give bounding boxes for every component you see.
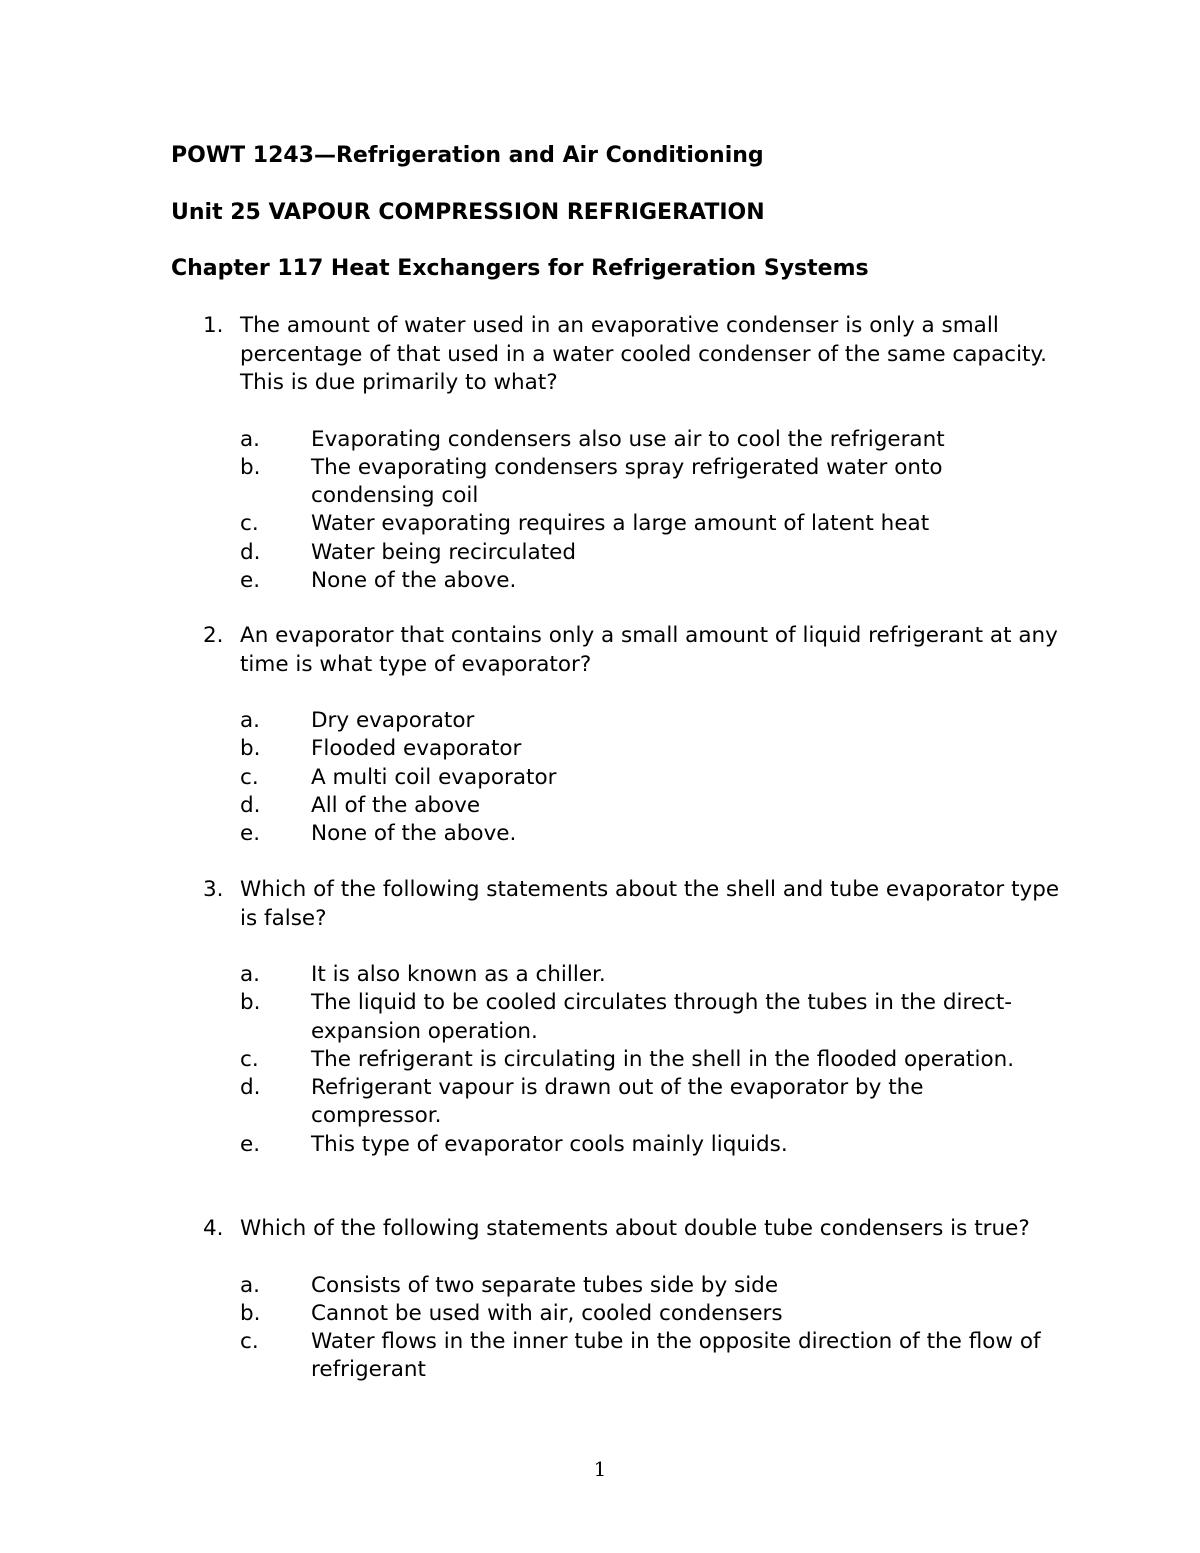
answer-option xyxy=(203,735,1083,763)
answer-option xyxy=(203,567,1083,595)
question-2 xyxy=(203,622,1083,848)
answer-option xyxy=(203,820,1083,848)
question-text: The amount of water used in an evaporative condenser is only a small percentage of that used in a water cooled condenser of the same capacity. This is due primarily to what? xyxy=(240,313,1047,395)
option-text: Flooded evaporator xyxy=(311,736,522,762)
option-text: This type of evaporator cools mainly liquids. xyxy=(311,1131,788,1157)
option-letter: b. xyxy=(240,1300,261,1326)
answer-options xyxy=(203,426,1083,596)
option-letter: d. xyxy=(240,792,261,818)
option-text: Water flows in the inner tube in the opposite direction of the flow of refrigerant xyxy=(311,1329,1041,1383)
option-letter: b. xyxy=(240,736,261,762)
answer-option xyxy=(203,961,1083,989)
option-letter: c. xyxy=(240,1329,259,1355)
option-letter: a. xyxy=(240,962,261,987)
option-text: None of the above. xyxy=(311,567,517,593)
option-letter: c. xyxy=(240,511,259,537)
option-text: None of the above. xyxy=(311,821,517,847)
question-text: Which of the following statements about double tube condensers is true? xyxy=(240,1216,1030,1241)
option-letter: e. xyxy=(240,1131,261,1157)
option-text: Consists of two separate tubes side by side xyxy=(311,1272,779,1298)
question-3 xyxy=(203,876,1083,1159)
option-letter: d. xyxy=(240,539,261,565)
page-number: 1 xyxy=(593,1457,607,1481)
option-letter: b. xyxy=(240,454,261,480)
question-1 xyxy=(203,312,1083,595)
question-stem xyxy=(203,622,1083,679)
option-text: Refrigerant vapour is drawn out of the evaporator by the compressor. xyxy=(311,1075,924,1129)
answer-option xyxy=(203,1272,1083,1300)
question-number: 2. xyxy=(203,623,224,648)
answer-options xyxy=(203,961,1083,1159)
option-letter: d. xyxy=(240,1075,261,1101)
option-text: Dry evaporator xyxy=(311,708,475,733)
answer-options xyxy=(203,707,1083,848)
answer-option xyxy=(203,539,1083,567)
option-letter: c. xyxy=(240,764,259,790)
option-text: Evaporating condensers also use air to cool the refrigerant xyxy=(311,426,945,452)
option-text: It is also known as a chiller. xyxy=(311,962,606,987)
option-letter: e. xyxy=(240,821,261,847)
unit-title: Unit 25 VAPOUR COMPRESSION REFRIGERATION xyxy=(171,200,765,225)
question-4 xyxy=(203,1215,1083,1385)
answer-options xyxy=(203,1272,1083,1385)
option-text: Water being recirculated xyxy=(311,539,577,565)
answer-option xyxy=(203,510,1083,538)
answer-option xyxy=(203,454,1083,511)
option-text: A multi coil evaporator xyxy=(311,764,557,790)
option-letter: a. xyxy=(240,708,261,733)
option-text: Water evaporating requires a large amount of latent heat xyxy=(311,511,930,537)
option-letter: e. xyxy=(240,567,261,593)
question-number: 1. xyxy=(203,313,224,338)
question-number: 3. xyxy=(203,877,224,902)
option-text: Cannot be used with air, cooled condensers xyxy=(311,1300,783,1326)
answer-option xyxy=(203,1328,1083,1385)
answer-option xyxy=(203,426,1083,454)
option-letter: b. xyxy=(240,990,261,1016)
option-text: All of the above xyxy=(311,792,481,818)
question-stem xyxy=(203,1215,1083,1244)
answer-option xyxy=(203,1300,1083,1328)
question-text: Which of the following statements about the shell and tube evaporator type is false? xyxy=(240,877,1060,931)
option-letter: a. xyxy=(240,1272,261,1298)
answer-option xyxy=(203,1074,1083,1131)
question-text: An evaporator that contains only a small amount of liquid refrigerant at any time is what type of evaporator? xyxy=(240,623,1058,677)
answer-option xyxy=(203,792,1083,820)
question-stem xyxy=(203,876,1083,933)
option-text: The liquid to be cooled circulates through the tubes in the direct-expansion operation. xyxy=(311,990,1013,1044)
answer-option xyxy=(203,707,1083,735)
answer-option xyxy=(203,989,1083,1046)
question-number: 4. xyxy=(203,1216,224,1241)
option-letter: a. xyxy=(240,426,261,452)
answer-option xyxy=(203,764,1083,792)
answer-option xyxy=(203,1131,1083,1159)
option-text: The evaporating condensers spray refrigerated water onto condensing coil xyxy=(311,454,943,509)
option-letter: c. xyxy=(240,1046,259,1072)
answer-option xyxy=(203,1046,1083,1074)
question-stem xyxy=(203,312,1083,398)
course-title: POWT 1243—Refrigeration and Air Conditioning xyxy=(171,143,764,168)
option-text: The refrigerant is circulating in the shell in the flooded operation. xyxy=(311,1046,1015,1072)
chapter-title: Chapter 117 Heat Exchangers for Refrigeration Systems xyxy=(171,256,869,281)
